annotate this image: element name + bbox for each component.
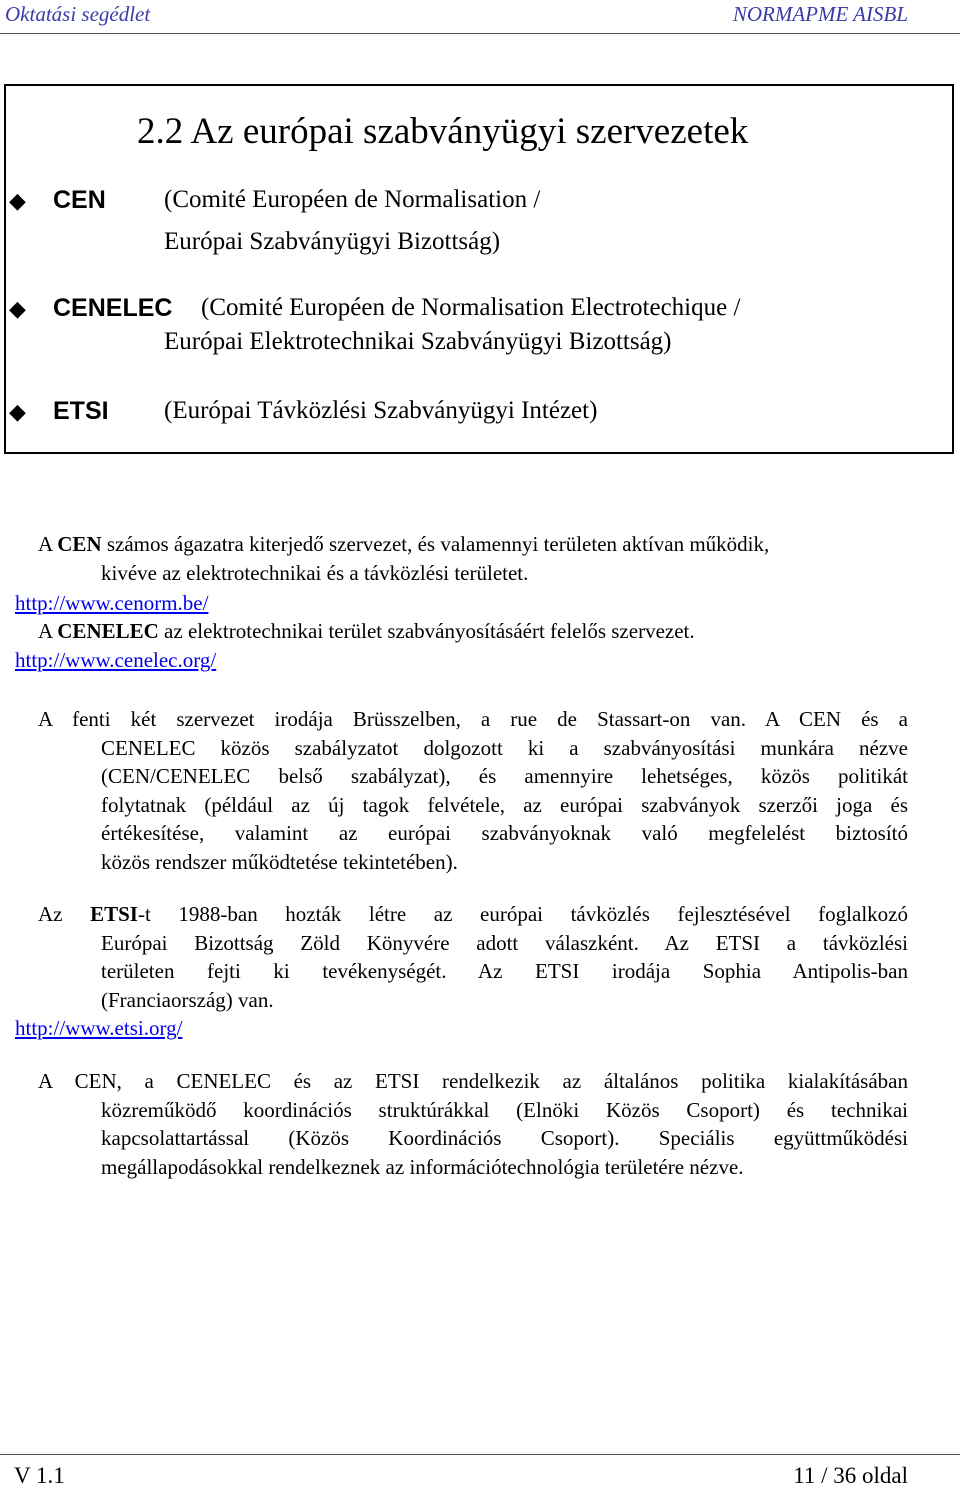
- paragraph-coordination: [38, 1067, 908, 1181]
- offices-line: folytatnak (például az új tagok felvétele, az európai szabványok szerzői joga és: [101, 792, 908, 817]
- footer-page-number: 11 / 36 oldal: [793, 1463, 908, 1488]
- etsi-link[interactable]: http://www.etsi.org/: [15, 1016, 183, 1040]
- page-header: [0, 0, 960, 26]
- paragraph-cen-line1: A CEN számos ágazatra kiterjedő szervezet, és valamennyi területen aktívan működik,: [38, 532, 770, 556]
- item-abbr-etsi: ETSI: [53, 397, 109, 425]
- footer-divider: [0, 1454, 960, 1455]
- item-abbr-cen: CEN: [53, 186, 106, 214]
- coordination-line: megállapodásokkal rendelkeznek az információtechnológia területére nézve.: [101, 1154, 744, 1179]
- item-desc-cen-2: Európai Szabványügyi Bizottság): [164, 228, 501, 255]
- etsi-line: Az ETSI-t 1988-ban hozták létre az európai távközlés fejlesztésével foglalkozó: [38, 902, 908, 926]
- header-left-text: Oktatási segédlet: [5, 2, 151, 26]
- item-abbr-cenelec: CENELEC: [53, 294, 173, 322]
- paragraph-etsi: [38, 900, 908, 1014]
- item-desc-cenelec-2: Európai Elektrotechnikai Szabványügyi Bizottság): [164, 328, 672, 355]
- section-title: 2.2 Az európai szabványügyi szervezetek: [137, 111, 749, 152]
- item-desc-cenelec-1: (Comité Européen de Normalisation Electrotechique /: [201, 294, 741, 321]
- offices-line: CENELEC közös szabályzatot dolgozott ki a szabványosítási munkára nézve: [101, 735, 908, 760]
- footer-version: V 1.1: [14, 1463, 65, 1488]
- header-divider: [0, 33, 960, 34]
- coordination-line: kapcsolattartással (Közös Koordinációs Csoport). Speciális együttműködési: [101, 1126, 908, 1150]
- paragraph-cen-line2: kivéve az elektrotechnikai és a távközlési területet.: [101, 561, 529, 585]
- offices-line: (CEN/CENELEC belső szabályzat), és amennyire lehetséges, közös politikát: [101, 764, 908, 788]
- header-right-text: NORMAPME AISBL: [732, 2, 908, 26]
- diamond-bullet-icon: ◆: [9, 188, 26, 213]
- offices-line: A fenti két szervezet irodája Brüsszelben, a rue de Stassart-on van. A CEN és a: [38, 707, 908, 731]
- diamond-bullet-icon: ◆: [9, 399, 26, 424]
- etsi-line: Európai Bizottság Zöld Könyvére adott válaszként. Az ETSI a távközlési: [101, 930, 908, 955]
- diamond-bullet-icon: ◆: [9, 296, 26, 321]
- offices-line: közös rendszer működtetése tekintetében).: [101, 849, 458, 874]
- etsi-line: területen fejti ki tevékenységét. Az ETSI irodája Sophia Antipolis-ban: [101, 959, 908, 983]
- cenelec-link[interactable]: http://www.cenelec.org/: [15, 648, 217, 672]
- item-desc-cen-1: (Comité Européen de Normalisation /: [164, 186, 541, 213]
- paragraph-offices: [38, 705, 908, 876]
- paragraph-cenelec: A CENELEC az elektrotechnikai terület szabványosításáért felelős szervezet.: [38, 619, 695, 643]
- coordination-line: közreműködő koordinációs struktúrákkal (Elnöki Közös Csoport) és technikai: [101, 1097, 908, 1122]
- offices-line: értékesítése, valamint az európai szabványoknak való megfelelést biztosító: [101, 821, 908, 845]
- item-desc-etsi: (Európai Távközlési Szabványügyi Intézet): [164, 397, 598, 424]
- etsi-line: (Franciaország) van.: [101, 987, 274, 1012]
- coordination-line: A CEN, a CENELEC és az ETSI rendelkezik az általános politika kialakításában: [38, 1069, 908, 1093]
- organizations-box: [4, 84, 954, 454]
- cenorm-link[interactable]: http://www.cenorm.be/: [15, 591, 209, 615]
